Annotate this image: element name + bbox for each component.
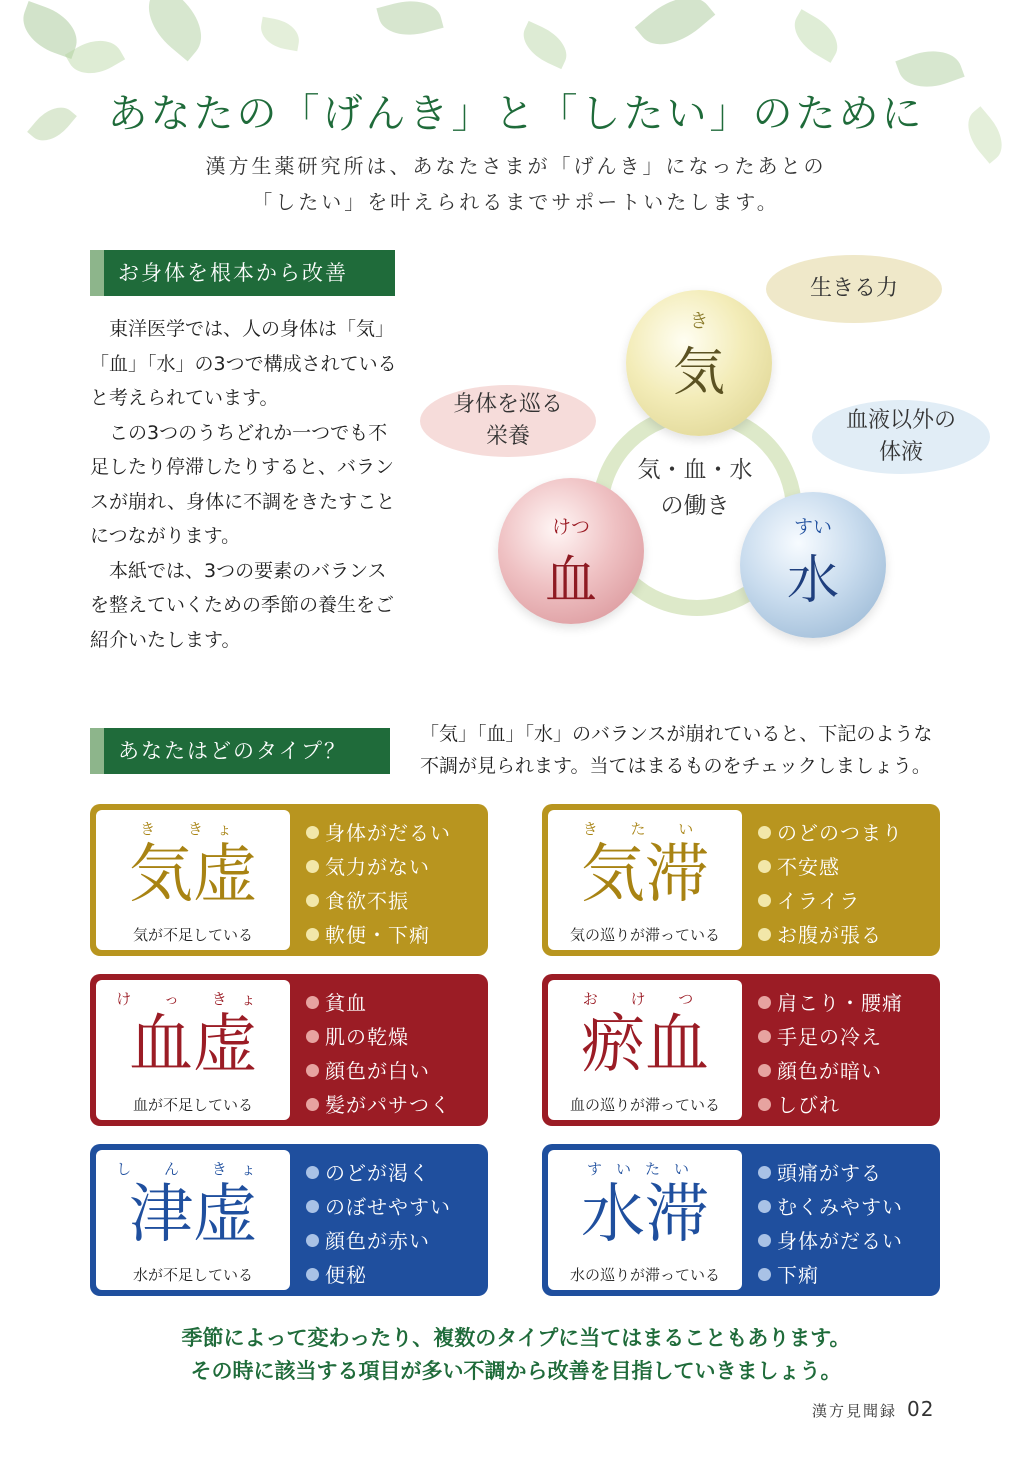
type-card bbox=[542, 804, 940, 956]
page-footer bbox=[812, 1397, 934, 1421]
section-heading-improvement: お身体を根本から改善 bbox=[90, 250, 395, 296]
symptom-label: 気力がない bbox=[325, 855, 430, 879]
publication-name: 漢方見聞録 bbox=[812, 1402, 898, 1420]
type-ruby: き きょ bbox=[140, 820, 246, 838]
checkbox-dot-icon[interactable] bbox=[758, 894, 771, 907]
bubble-sui: 血液以外の 体液 bbox=[812, 400, 990, 474]
symptom-item[interactable] bbox=[306, 986, 451, 1020]
type-subtitle: 気の巡りが滞っている bbox=[569, 926, 720, 944]
symptom-label: のどが渇く bbox=[325, 1161, 430, 1185]
symptom-item[interactable] bbox=[306, 850, 451, 884]
symptom-label: 頭痛がする bbox=[777, 1161, 882, 1185]
symptom-label: 食欲不振 bbox=[325, 889, 409, 913]
symptom-item[interactable] bbox=[306, 1258, 451, 1292]
type-subtitle: 血が不足している bbox=[132, 1096, 253, 1114]
closing-note: 季節によって変わったり、複数のタイプに当てはまることもあります。 その時に該当する項目が多い不調から改善を目指していきましょう。 bbox=[181, 1326, 851, 1383]
symptom-item[interactable] bbox=[306, 816, 451, 850]
symptom-label: 顔色が暗い bbox=[777, 1059, 882, 1083]
symptom-list bbox=[306, 986, 451, 1122]
type-name: 血虚 bbox=[129, 1008, 257, 1082]
symptom-label: 肌の乾燥 bbox=[325, 1025, 409, 1049]
symptom-item[interactable] bbox=[306, 1156, 451, 1190]
checkbox-dot-icon[interactable] bbox=[758, 1166, 771, 1179]
symptom-label: 便秘 bbox=[325, 1263, 367, 1287]
page-title: あなたの「げんき」と「したい」のために bbox=[107, 91, 925, 137]
symptom-label: 下痢 bbox=[777, 1263, 819, 1287]
checkbox-dot-icon[interactable] bbox=[306, 1234, 319, 1247]
symptom-item[interactable] bbox=[758, 884, 903, 918]
checkbox-dot-icon[interactable] bbox=[306, 1268, 319, 1281]
symptom-label: お腹が張る bbox=[777, 923, 882, 947]
type-name: 瘀血 bbox=[581, 1008, 709, 1082]
type-subtitle: 血の巡りが滞っている bbox=[569, 1096, 720, 1114]
symptom-label: 手足の冷え bbox=[777, 1025, 882, 1049]
type-name-panel bbox=[548, 810, 742, 950]
type-lead: 「気」「血」「水」のバランスが崩れていると、下記のような 不調が見られます。当てはまるものをチェックしましょう。 bbox=[420, 723, 933, 777]
checkbox-dot-icon[interactable] bbox=[306, 860, 319, 873]
type-ruby: すいたい bbox=[586, 1160, 703, 1178]
symptom-item[interactable] bbox=[306, 1190, 451, 1224]
page-number: 02 bbox=[907, 1397, 935, 1421]
symptom-label: 不安感 bbox=[777, 855, 840, 879]
checkbox-dot-icon[interactable] bbox=[758, 826, 771, 839]
symptom-item[interactable] bbox=[758, 1088, 903, 1122]
symptom-item[interactable] bbox=[758, 1224, 903, 1258]
symptom-item[interactable] bbox=[306, 1054, 451, 1088]
type-name-panel bbox=[96, 810, 290, 950]
type-subtitle: 水が不足している bbox=[132, 1266, 253, 1284]
symptom-list bbox=[306, 1156, 451, 1292]
ketsu-sphere: けつ 血 bbox=[498, 478, 644, 624]
checkbox-dot-icon[interactable] bbox=[306, 1200, 319, 1213]
symptom-label: 顔色が白い bbox=[325, 1059, 430, 1083]
type-card bbox=[90, 974, 488, 1126]
symptom-label: 軟便・下痢 bbox=[325, 923, 430, 947]
section-heading-type: あなたはどのタイプ？ bbox=[90, 728, 390, 774]
checkbox-dot-icon[interactable] bbox=[306, 1098, 319, 1111]
type-name: 気滞 bbox=[581, 838, 709, 912]
type-subtitle: 水の巡りが滞っている bbox=[569, 1266, 720, 1284]
type-card bbox=[90, 1144, 488, 1296]
symptom-label: 身体がだるい bbox=[777, 1229, 903, 1253]
symptom-item[interactable] bbox=[306, 918, 451, 952]
checkbox-dot-icon[interactable] bbox=[758, 1098, 771, 1111]
type-ruby: お け つ bbox=[582, 990, 708, 1008]
symptom-item[interactable] bbox=[758, 850, 903, 884]
type-name-panel bbox=[96, 1150, 290, 1290]
symptom-list bbox=[758, 816, 903, 952]
symptom-label: 肩こり・腰痛 bbox=[777, 991, 903, 1015]
type-subtitle: 気が不足している bbox=[132, 926, 253, 944]
symptom-label: のぼせやすい bbox=[325, 1195, 451, 1219]
type-ruby: き た い bbox=[582, 820, 708, 838]
checkbox-dot-icon[interactable] bbox=[758, 1268, 771, 1281]
symptom-label: むくみやすい bbox=[777, 1195, 903, 1219]
symptom-list bbox=[306, 816, 451, 952]
symptom-item[interactable] bbox=[758, 986, 903, 1020]
type-card bbox=[542, 974, 940, 1126]
bubble-ki: 生きる力 bbox=[766, 255, 942, 323]
sui-sphere: すい 水 bbox=[740, 492, 886, 638]
checkbox-dot-icon[interactable] bbox=[306, 1064, 319, 1077]
checkbox-dot-icon[interactable] bbox=[758, 1234, 771, 1247]
symptom-item[interactable] bbox=[758, 1054, 903, 1088]
type-name-panel bbox=[548, 980, 742, 1120]
checkbox-dot-icon[interactable] bbox=[758, 996, 771, 1009]
checkbox-dot-icon[interactable] bbox=[306, 1166, 319, 1179]
type-ruby: け っ きょ bbox=[116, 990, 270, 1008]
ki-sphere: き 気 bbox=[626, 290, 772, 436]
symptom-label: 身体がだるい bbox=[325, 821, 451, 845]
checkbox-dot-icon[interactable] bbox=[758, 1200, 771, 1213]
symptom-item[interactable] bbox=[758, 918, 903, 952]
symptom-list bbox=[758, 986, 903, 1122]
symptom-label: しびれ bbox=[777, 1093, 840, 1117]
type-name: 水滞 bbox=[581, 1178, 709, 1252]
checkbox-dot-icon[interactable] bbox=[758, 928, 771, 941]
bubble-ketsu: 身体を巡る 栄養 bbox=[420, 385, 596, 457]
symptom-label: 髪がパサつく bbox=[325, 1093, 451, 1117]
type-name-panel bbox=[548, 1150, 742, 1290]
type-name-panel bbox=[96, 980, 290, 1120]
symptom-item[interactable] bbox=[758, 816, 903, 850]
symptom-label: のどのつまり bbox=[777, 821, 903, 845]
checkbox-dot-icon[interactable] bbox=[306, 894, 319, 907]
type-name: 気虚 bbox=[129, 838, 257, 912]
symptom-item[interactable] bbox=[758, 1020, 903, 1054]
symptom-item[interactable] bbox=[306, 1088, 451, 1122]
type-card bbox=[542, 1144, 940, 1296]
intro-body: 東洋医学では、人の身体は「気」「血」「水」の3つで構成されていると考えられています。 この3つのうちどれか一つでも不足したり停滞したりすると、バランスが崩れ、身体に不調をきたすことにつながります。 本紙では、3つの要素のバランスを整えていくための季節の養生をご紹介いたします。 bbox=[90, 318, 397, 651]
type-name: 津虚 bbox=[129, 1178, 257, 1252]
type-ruby: し ん きょ bbox=[116, 1160, 270, 1178]
type-card bbox=[90, 804, 488, 956]
checkbox-dot-icon[interactable] bbox=[758, 1030, 771, 1043]
checkbox-dot-icon[interactable] bbox=[306, 1030, 319, 1043]
symptom-item[interactable] bbox=[306, 1224, 451, 1258]
symptom-item[interactable] bbox=[758, 1258, 903, 1292]
checkbox-dot-icon[interactable] bbox=[758, 860, 771, 873]
symptom-label: 貧血 bbox=[325, 991, 367, 1015]
symptom-label: イライラ bbox=[777, 889, 861, 913]
symptom-item[interactable] bbox=[306, 884, 451, 918]
checkbox-dot-icon[interactable] bbox=[306, 996, 319, 1009]
symptom-list bbox=[758, 1156, 903, 1292]
symptom-item[interactable] bbox=[758, 1190, 903, 1224]
checkbox-dot-icon[interactable] bbox=[306, 928, 319, 941]
diagram-center-label: 気・血・水 の働き bbox=[637, 457, 753, 519]
symptom-item[interactable] bbox=[306, 1020, 451, 1054]
symptom-item[interactable] bbox=[758, 1156, 903, 1190]
symptom-label: 顔色が赤い bbox=[325, 1229, 430, 1253]
checkbox-dot-icon[interactable] bbox=[758, 1064, 771, 1077]
intro-lead: 漢方生薬研究所は、あなたさまが「げんき」になったあとの 「したい」を叶えられるまでサポートいたします。 bbox=[205, 154, 827, 214]
checkbox-dot-icon[interactable] bbox=[306, 826, 319, 839]
